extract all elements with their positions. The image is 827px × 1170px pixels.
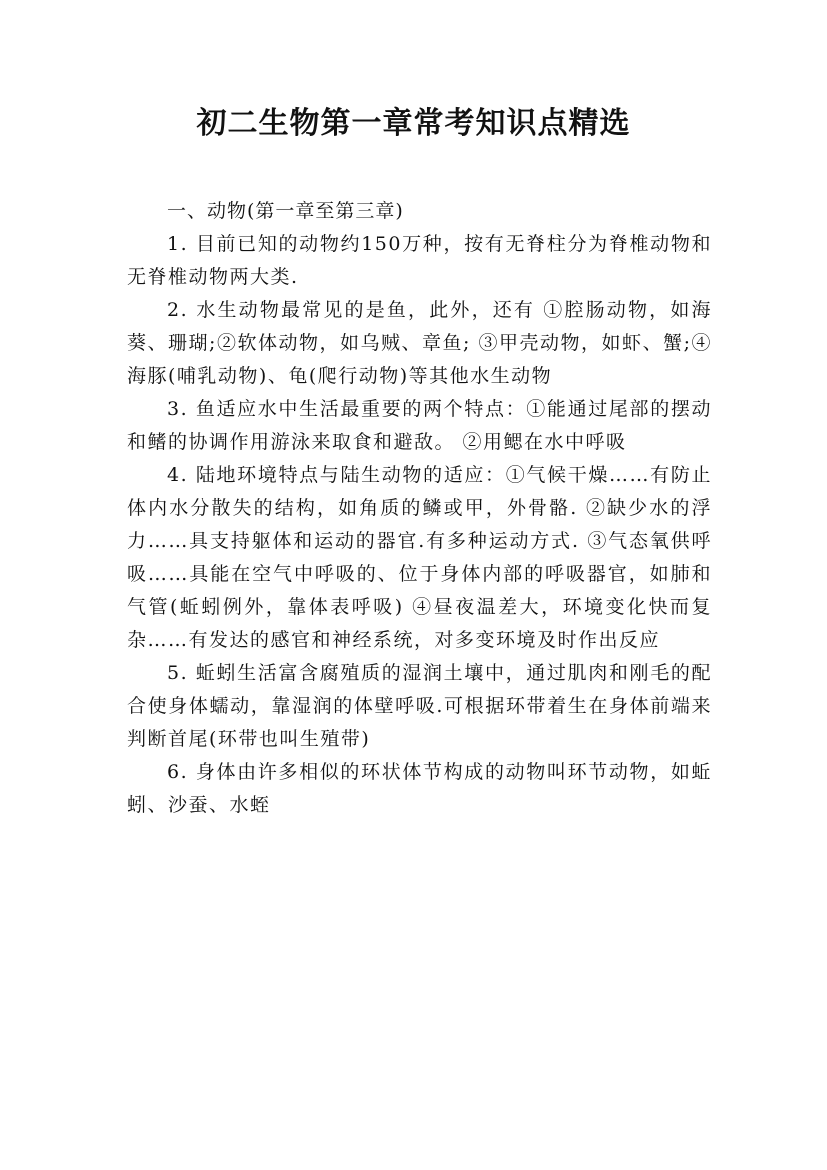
paragraph-6: 6. 身体由许多相似的环状体节构成的动物叫环节动物，如蚯蚓、沙蚕、水蛭: [127, 761, 712, 816]
page-title: 初二生物第一章常考知识点精选: [196, 106, 631, 141]
paragraph-5: 5. 蚯蚓生活富含腐殖质的湿润土壤中，通过肌肉和刚毛的配合使身体蠕动，靠湿润的体壁呼吸.可根据环带着生在身体前端来判断首尾(环带也叫生殖带): [127, 662, 712, 750]
document-body: [127, 195, 712, 822]
paragraph-4: 4. 陆地环境特点与陆生动物的适应：①气候干燥……有防止体内水分散失的结构，如角质的鳞或甲，外骨骼. ②缺少水的浮力……具支持躯体和运动的器官.有多种运动方式. ③气态氧供呼吸……具能在空气中呼吸的、位于身体内部的呼吸器官，如肺和气管(蚯蚓例外，靠体表呼吸) ④昼夜温差大，环境变化快而复杂……有发达的感官和神经系统，对多变环境及时作出反应: [127, 464, 712, 651]
paragraph-2: 2. 水生动物最常见的是鱼，此外，还有 ①腔肠动物，如海葵、珊瑚;②软体动物，如乌贼、章鱼; ③甲壳动物，如虾、蟹;④海豚(哺乳动物)、龟(爬行动物)等其他水生动物: [127, 299, 712, 387]
paragraph-3: 3. 鱼适应水中生活最重要的两个特点：①能通过尾部的摆动和鳍的协调作用游泳来取食和避敌。 ②用鳃在水中呼吸: [127, 398, 712, 453]
paragraph-1: 1. 目前已知的动物约150万种，按有无脊柱分为脊椎动物和无脊椎动物两大类.: [127, 233, 712, 288]
section-heading: 一、动物(第一章至第三章): [167, 200, 404, 222]
